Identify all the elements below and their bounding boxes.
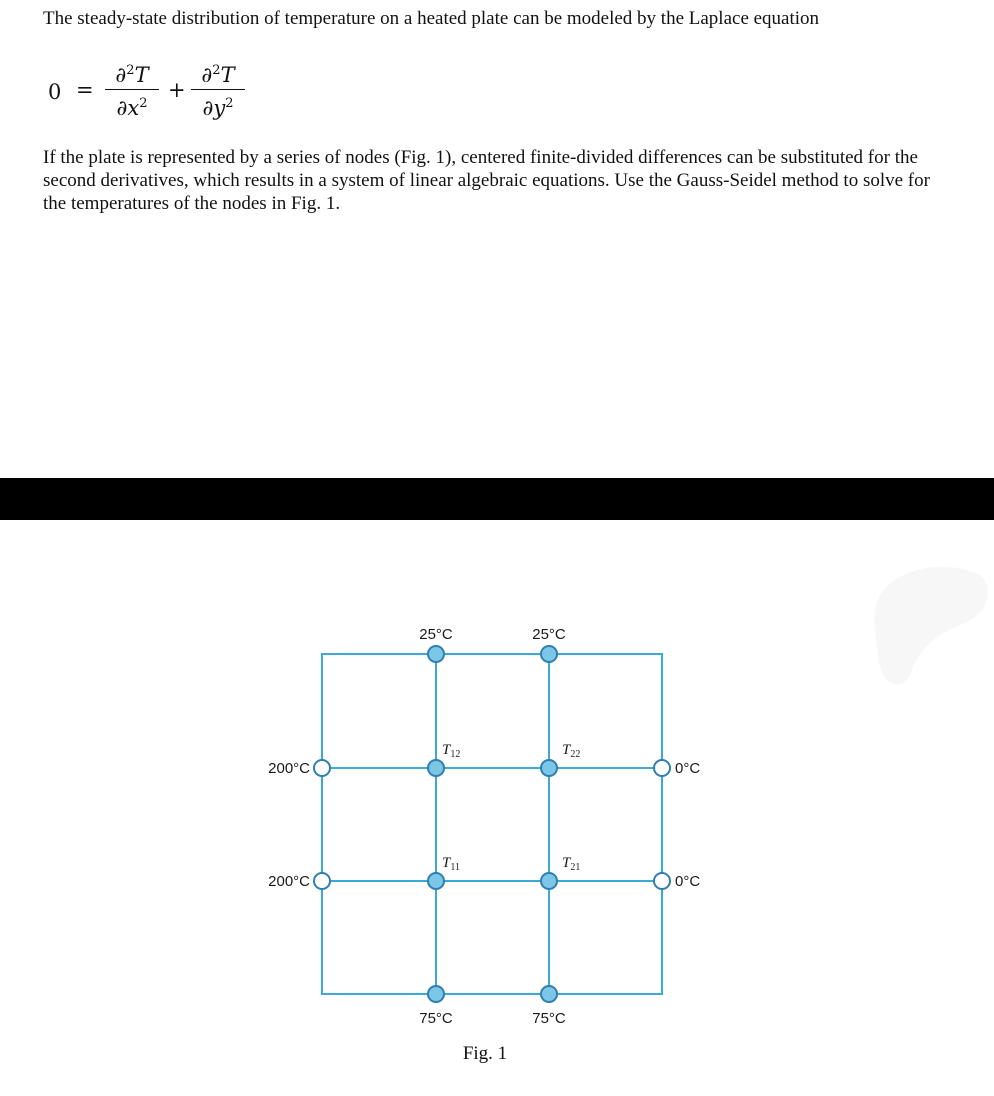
top-node-2 <box>541 646 557 662</box>
right-label-1: 0°C <box>675 760 701 777</box>
bottom-node-2 <box>541 986 557 1002</box>
top-label-2: 25°C <box>532 626 566 643</box>
bottom-label-1: 75°C <box>419 1010 453 1027</box>
node-t11 <box>428 873 444 889</box>
left-label-1: 200°C <box>268 760 310 777</box>
fraction-x-denominator: $\partial x^2$ <box>116 96 148 120</box>
bottom-node-1 <box>428 986 444 1002</box>
node-label-t11: $T_{11}$ <box>442 855 460 873</box>
node-t22 <box>541 760 557 776</box>
fraction-x <box>105 58 159 121</box>
top-label-1: 25°C <box>419 626 453 643</box>
plate-diagram <box>0 520 994 1096</box>
fraction-y-numerator: ∂$^2$T <box>201 63 235 87</box>
node-label-t12: $T_{12}$ <box>442 742 461 760</box>
node-t21 <box>541 873 557 889</box>
left-node-2 <box>314 873 330 889</box>
right-node-1 <box>654 760 670 776</box>
fraction-y-denominator: $\partial y^2$ <box>202 96 234 120</box>
equation-plus: + <box>168 78 186 102</box>
node-t12 <box>428 760 444 776</box>
fraction-y <box>191 58 245 121</box>
figure-caption: Fig. 1 <box>462 1043 508 1064</box>
fraction-y-bar <box>191 89 245 90</box>
plate-border <box>322 654 662 994</box>
fraction-x-numerator: ∂$^2$T <box>115 63 149 87</box>
right-label-2: 0°C <box>675 873 701 890</box>
bottom-label-2: 75°C <box>532 1010 566 1027</box>
left-node-1 <box>314 760 330 776</box>
right-node-2 <box>654 873 670 889</box>
top-node-1 <box>428 646 444 662</box>
equation-equals: = <box>76 78 94 102</box>
problem-text: If the plate is represented by a series of nodes (Fig. 1), centered finite-divided differences can be substituted for the second derivatives, which results in a system of linear algebraic equations. Use the Gauss-Seidel method to solve for the temperatures of the nodes in Fig. 1. <box>43 147 930 214</box>
equation-lhs: 0 <box>48 80 62 104</box>
node-label-t21: $T_{21}$ <box>562 855 581 873</box>
left-label-2: 200°C <box>268 873 310 890</box>
black-band <box>0 478 994 520</box>
node-label-t22: $T_{22}$ <box>562 742 581 760</box>
figure-1 <box>0 520 994 1096</box>
fraction-x-bar <box>105 89 159 90</box>
intro-text: The steady-state distribution of temperature on a heated plate can be modeled by the Laplace equation <box>43 8 820 29</box>
